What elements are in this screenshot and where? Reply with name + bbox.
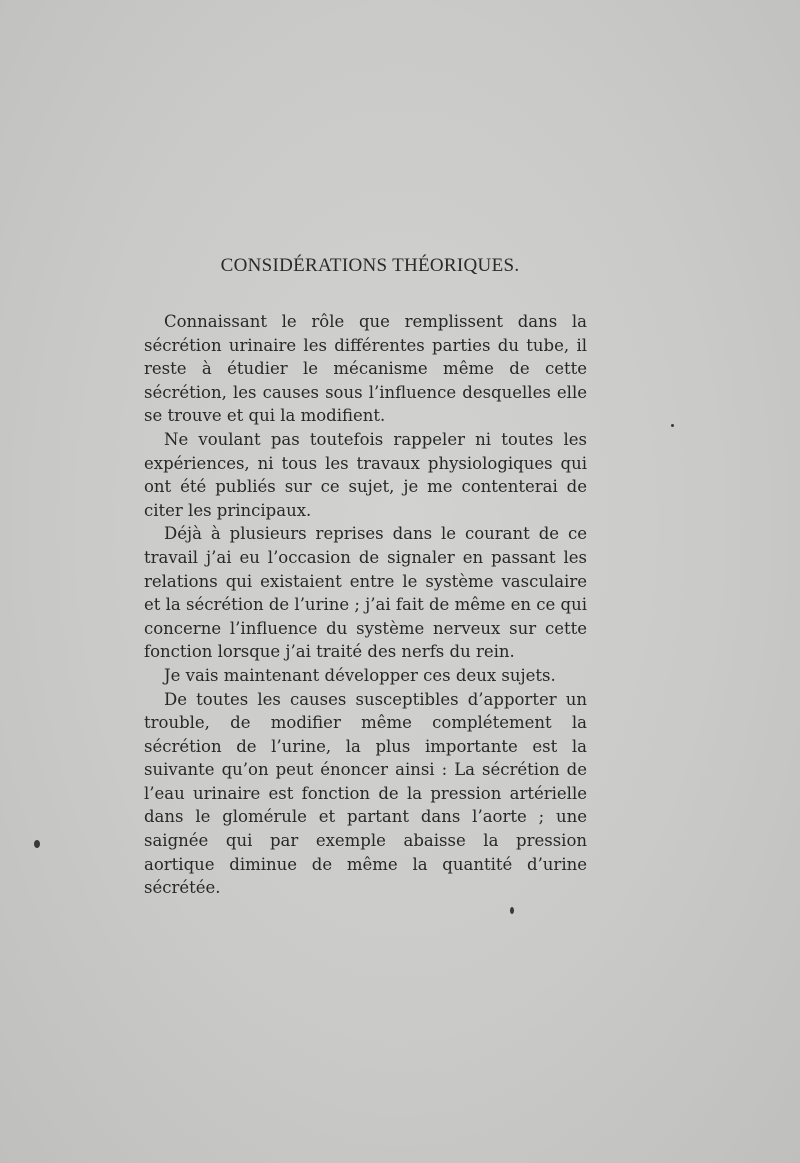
ink-speck xyxy=(510,907,514,914)
paragraph: Déjà à plusieurs reprises dans le courant de ce travail j’ai eu l’occasion de signaler en passant les relations qui existaient entre le système vasculaire et la sécrétion de l’urine ; j’ai fait de même en ce qui concerne l’influence du système nerveux sur cette fonction lorsque j’ai traité des nerfs du rein. xyxy=(144,524,587,662)
paragraph: Connaissant le rôle que remplissent dans la sécrétion urinaire les différentes parties du tube, il reste à étudier le mécanisme même de cette sécrétion, les causes sous l’influence desquelles elle se trouve et qui la modifient. xyxy=(144,312,587,426)
page-heading: CONSIDÉRATIONS THÉORIQUES. xyxy=(220,255,520,276)
body-text xyxy=(144,310,587,900)
ink-speck xyxy=(671,424,674,427)
paragraph: Je vais maintenant développer ces deux sujets. xyxy=(164,665,556,685)
paragraph: Ne voulant pas toutefois rappeler ni toutes les expériences, ni tous les travaux physiologiques qui ont été publiés sur ce sujet, je me contenterai de citer les principaux. xyxy=(144,429,587,520)
paragraph: De toutes les causes susceptibles d’apporter un trouble, de modifier même complétement la sécrétion de l’urine, la plus importante est la suivante qu’on peut énoncer ainsi : La sécrétion de l’eau urinaire est fonction de la pression artérielle dans le glomérule et partant dans l’aorte ; une saignée qui par exemple abaisse la pression aortique diminue de même la quantité d’urine sécrétée. xyxy=(144,689,587,898)
ink-speck xyxy=(34,840,40,848)
